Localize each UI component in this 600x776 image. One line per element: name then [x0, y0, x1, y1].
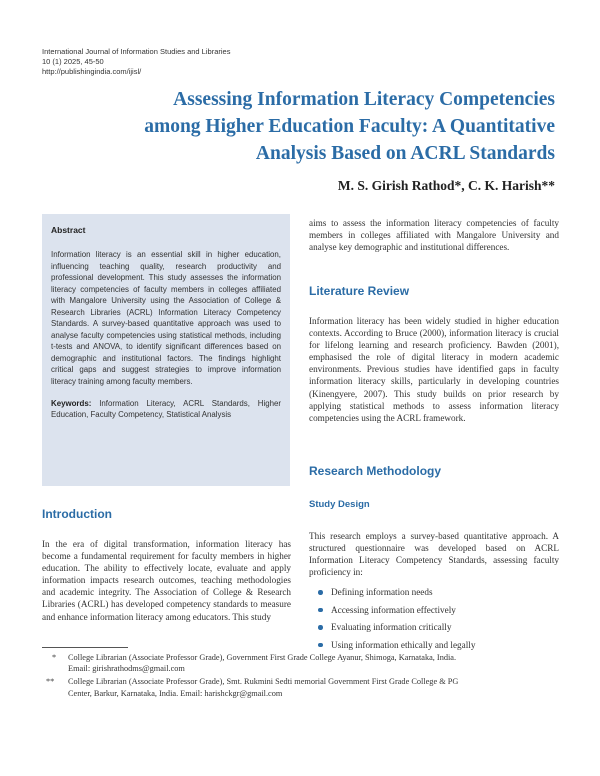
introduction-heading: Introduction — [42, 507, 112, 521]
footnote-line: Email: girishrathodms@gmail.com — [68, 664, 185, 674]
study-design-text: This research employs a survey-based quantitative approach. A structured questionnaire was developed based on ACRL Information Literacy Competency Standards, assessing faculty proficiency in: — [309, 531, 559, 578]
competency-list — [309, 586, 559, 656]
authors: M. S. Girish Rathod*, C. K. Harish** — [337, 178, 555, 193]
journal-name: International Journal of Information Studies and Libraries — [42, 47, 231, 56]
abstract-text: Information literacy is an essential skill in higher education, influencing teaching quality, research productivity and professional development. This study assesses the information literacy competencies of faculty members in colleges affiliated with Mangalore University using the Association of College & Research Libraries (ACRL) Information Literacy Competency Standards. A survey-based quantitative approach was used to analyse faculty competencies using statistical methods, including t-tests and ANOVA, to identify significant differences based on demographic and institutional factors. The findings highlight critical gaps and suggest strategies to improve information literacy training among faculty members. — [51, 250, 281, 387]
footnote-mark: ** — [46, 677, 55, 687]
introduction-continued-text: aims to assess the information literacy competencies of faculty members in colleges affiliated with Mangalore University and analyse key demographic and institutional differences. — [309, 218, 559, 253]
keywords-label: Keywords: — [51, 398, 92, 408]
bullet-icon — [318, 625, 323, 630]
list-item — [309, 586, 559, 604]
keywords-list: Information Literacy, ACRL Standards, Higher Education, Faculty Competency, Statistical Analysis — [51, 398, 281, 419]
footnote-divider — [42, 647, 128, 648]
list-item-text: Using information ethically and legally — [331, 639, 476, 650]
footnote-line: College Librarian (Associate Professor Grade), Government First Grade College Ayanur, Shimoga, Karnataka, India. — [68, 653, 457, 662]
footnotes — [42, 652, 562, 701]
research-methodology-heading: Research Methodology — [309, 464, 442, 478]
literature-review-text: Information literacy has been widely studied in higher education contexts. According to Bruce (2000), information literacy is crucial for lifelong learning and research proficiency. Bawden (2001), emphasised the role of digital literacy in modern academic environments. Previous studies have identified gaps in faculty information literacy skills, particularly in developing countries (Kinengyere, 2007). This study builds on prior research by applying statistical methods to assess information literacy competencies using the ACRL framework. — [309, 316, 559, 423]
introduction-text: In the era of digital transformation, information literacy has become a fundamental requirement for faculty members in higher education. The ability to effectively locate, evaluate and apply information impacts research outcomes, teaching methodologies and academic integrity. The Association of College & Research Libraries (ACRL) has developed competency standards to measure and enhance information literacy among educators. This study — [42, 539, 291, 622]
footnote — [42, 676, 562, 698]
list-item-text: Defining information needs — [331, 587, 433, 597]
list-item-text: Evaluating information critically — [331, 622, 452, 632]
abstract-box — [42, 214, 290, 486]
title-line: among Higher Education Faculty: A Quantitative — [144, 116, 555, 137]
title-line: Analysis Based on ACRL Standards — [255, 143, 555, 164]
bullet-icon — [318, 643, 323, 648]
bullet-icon — [318, 590, 323, 595]
journal-url[interactable]: http://publishingindia.com/ijisl/ — [42, 67, 142, 76]
footnote-line: Center, Barkur, Karnataka, India. Email: harishckgr@gmail.com — [68, 688, 283, 698]
keywords — [51, 398, 281, 420]
title-line: Assessing Information Literacy Competencies — [173, 89, 555, 110]
literature-review-heading: Literature Review — [309, 284, 410, 298]
bullet-icon — [318, 608, 323, 613]
list-item — [309, 621, 559, 639]
paper-title — [35, 86, 555, 167]
abstract-heading: Abstract — [51, 225, 86, 235]
study-design-heading: Study Design — [309, 499, 370, 510]
footnote-mark: * — [52, 653, 57, 662]
list-item-text: Accessing information effectively — [331, 604, 456, 615]
journal-issue: 10 (1) 2025, 45-50 — [42, 57, 104, 66]
footnote-line: College Librarian (Associate Professor Grade), Smt. Rukmini Sedti memorial Government First Grade College & PG — [68, 677, 459, 687]
footnote — [42, 652, 562, 674]
list-item — [309, 604, 559, 622]
journal-header — [42, 47, 230, 77]
